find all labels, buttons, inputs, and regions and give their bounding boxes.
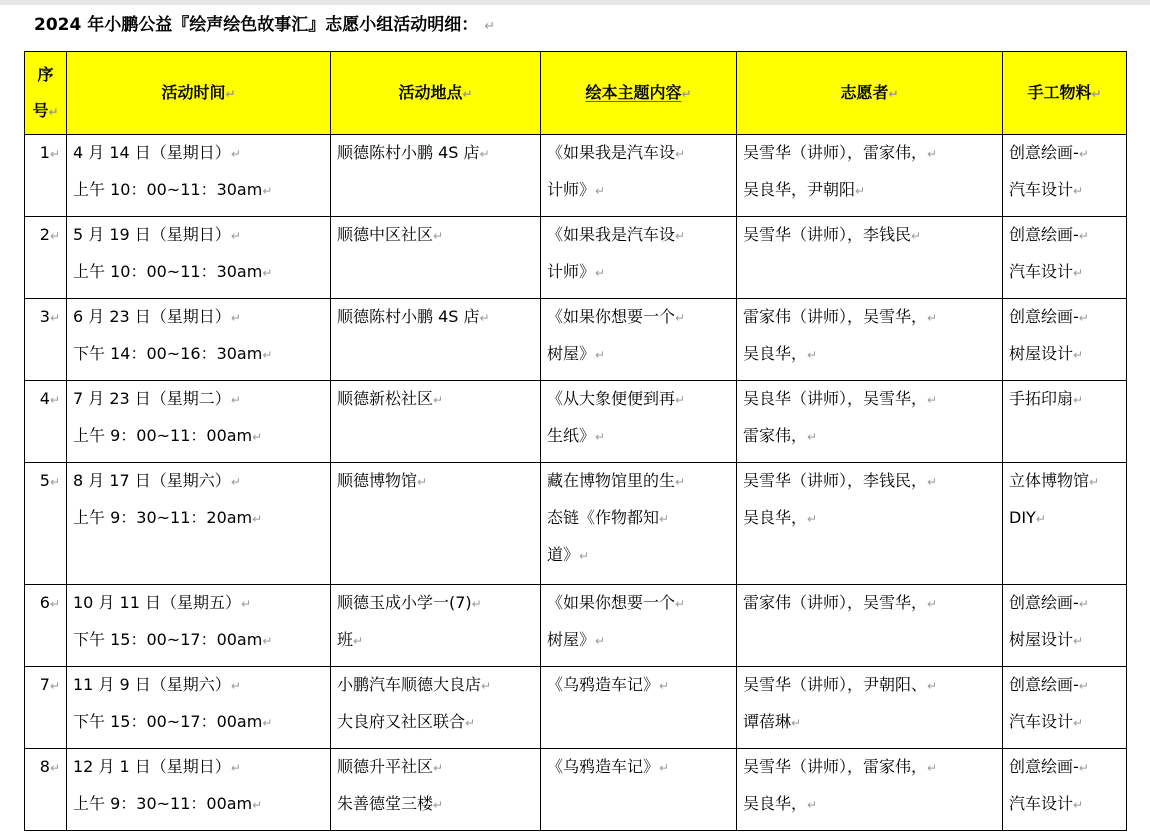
cell-theme (541, 217, 737, 299)
cell-text: 5 月 19 日（星期日） (73, 225, 231, 244)
cell-text: 7 (39, 675, 50, 694)
paragraph-mark: ↵ (595, 348, 606, 362)
cell-materials (1003, 299, 1127, 381)
cell-volunteers (737, 667, 1003, 749)
cell-text: 上午 9：00~11：00am (73, 426, 253, 445)
cell-text: 1 (39, 143, 50, 162)
cell-text: 计师》 (547, 262, 596, 281)
paragraph-mark: ↵ (659, 679, 670, 693)
paragraph-mark: ↵ (262, 716, 273, 730)
cell-text: 大良府又社区联合 (337, 712, 466, 731)
paragraph-mark: ↵ (807, 348, 818, 362)
header-materials: 手工物料↵ (1003, 52, 1127, 135)
paragraph-mark: ↵ (49, 761, 60, 775)
paragraph-mark: ↵ (1073, 184, 1084, 198)
paragraph-mark: ↵ (49, 393, 60, 407)
paragraph-mark: ↵ (49, 597, 60, 611)
paragraph-mark: ↵ (479, 147, 490, 161)
cell-text: 小鹏汽车顺德大良店 (337, 675, 482, 694)
paragraph-mark: ↵ (230, 761, 241, 775)
cell-text: 汽车设计 (1009, 712, 1074, 731)
paragraph-mark: ↵ (807, 430, 818, 444)
cell-location (331, 667, 541, 749)
cell-text: 《如果你想要一个 (547, 593, 676, 612)
cell-time (67, 217, 331, 299)
cell-theme (541, 463, 737, 585)
cell-text: 道》 (547, 545, 580, 564)
cell-text: 12 月 1 日（星期日） (73, 757, 231, 776)
header-time: 活动时间↵ (67, 52, 331, 135)
table-row (25, 463, 1127, 585)
cell-text: 吴雪华（讲师），雷家伟， (743, 143, 928, 162)
cell-text: 吴雪华（讲师），李钱民 (743, 225, 912, 244)
paragraph-mark: ↵ (252, 430, 263, 444)
paragraph-mark: ↵ (471, 597, 482, 611)
cell-text: 10 月 11 日（星期五） (73, 593, 241, 612)
cell-text: 上午 10：00~11：30am (73, 262, 263, 281)
cell-location (331, 135, 541, 217)
paragraph-mark: ↵ (465, 716, 476, 730)
paragraph-mark: ↵ (49, 679, 60, 693)
cell-text: 吴良华（讲师），吴雪华， (743, 389, 928, 408)
cell-no (25, 585, 67, 667)
cell-volunteers (737, 749, 1003, 831)
cell-text: 4 月 14 日（星期日） (73, 143, 231, 162)
cell-materials (1003, 463, 1127, 585)
paragraph-mark: ↵ (353, 634, 364, 648)
cell-theme (541, 749, 737, 831)
cell-volunteers (737, 299, 1003, 381)
cell-text: 顺德陈村小鹏 4S 店 (337, 143, 480, 162)
cell-volunteers (737, 381, 1003, 463)
cell-text: 顺德陈村小鹏 4S 店 (337, 307, 480, 326)
cell-location (331, 463, 541, 585)
cell-text: 下午 15：00~17：00am (73, 630, 263, 649)
document-title-text: 2024 年小鹏公益『绘声绘色故事汇』志愿小组活动明细： (34, 15, 479, 35)
paragraph-mark: ↵ (927, 761, 938, 775)
cell-materials (1003, 585, 1127, 667)
cell-time (67, 667, 331, 749)
paragraph-mark: ↵ (595, 266, 606, 280)
header-row (25, 52, 1127, 135)
cell-text: 8 月 17 日（星期六） (73, 471, 231, 490)
cell-text: 《如果你想要一个 (547, 307, 676, 326)
cell-text: 创意绘画- (1009, 307, 1079, 326)
cell-volunteers (737, 585, 1003, 667)
table-row (25, 585, 1127, 667)
cell-text: 6 月 23 日（星期日） (73, 307, 231, 326)
paragraph-mark: ↵ (675, 393, 686, 407)
paragraph-mark: ↵ (1035, 512, 1046, 526)
paragraph-mark: ↵ (230, 311, 241, 325)
paragraph-mark: ↵ (927, 393, 938, 407)
table-row (25, 667, 1127, 749)
cell-text: 顺德博物馆 (337, 471, 418, 490)
paragraph-mark: ↵ (675, 229, 686, 243)
cell-no (25, 667, 67, 749)
cell-text: 吴良华，尹朝阳 (743, 180, 856, 199)
cell-location (331, 381, 541, 463)
cell-location (331, 217, 541, 299)
cell-text: 态链《作物都知 (547, 508, 660, 527)
paragraph-mark: ↵ (240, 597, 252, 611)
cell-text: 顺德升平社区 (337, 757, 434, 776)
paragraph-mark: ↵ (433, 798, 444, 812)
paragraph-mark: ↵ (1078, 311, 1089, 325)
cell-text: 《如果我是汽车设 (547, 225, 676, 244)
cell-text: 创意绘画- (1009, 757, 1079, 776)
paragraph-mark: ↵ (1073, 716, 1084, 730)
paragraph-mark: ↵ (230, 147, 241, 161)
window-top-edge (0, 0, 1150, 5)
cell-no (25, 135, 67, 217)
paragraph-mark: ↵ (1073, 798, 1084, 812)
paragraph-mark: ↵ (1089, 475, 1100, 489)
cell-text: 汽车设计 (1009, 794, 1074, 813)
cell-text: 生纸》 (547, 426, 596, 445)
cell-no (25, 381, 67, 463)
paragraph-mark: ↵ (262, 348, 273, 362)
header-volunteers: 志愿者↵ (737, 52, 1003, 135)
cell-text: 吴良华， (743, 794, 808, 813)
cell-text: 雷家伟， (743, 426, 808, 445)
cell-text: 《如果我是汽车设 (547, 143, 676, 162)
cell-time (67, 463, 331, 585)
paragraph-mark: ↵ (659, 512, 670, 526)
paragraph-mark: ↵ (433, 761, 444, 775)
cell-time (67, 299, 331, 381)
paragraph-mark: ↵ (1078, 147, 1089, 161)
paragraph-mark: ↵ (49, 229, 60, 243)
table-row (25, 217, 1127, 299)
paragraph-mark: ↵ (1078, 679, 1089, 693)
cell-materials (1003, 135, 1127, 217)
cell-text: 雷家伟（讲师），吴雪华， (743, 593, 928, 612)
cell-text: 吴雪华（讲师），李钱民， (743, 471, 928, 490)
cell-time (67, 381, 331, 463)
cell-text: 创意绘画- (1009, 225, 1079, 244)
cell-text: 朱善德堂三楼 (337, 794, 434, 813)
paragraph-mark: ↵ (433, 229, 444, 243)
cell-text: 8 (39, 757, 50, 776)
paragraph-mark: ↵ (675, 597, 686, 611)
paragraph-mark: ↵ (675, 147, 686, 161)
cell-text: 吴良华， (743, 508, 808, 527)
paragraph-mark: ↵ (807, 798, 818, 812)
table-row (25, 749, 1127, 831)
header-location: 活动地点↵ (331, 52, 541, 135)
activity-table (24, 51, 1127, 831)
cell-text: 树屋》 (547, 344, 596, 363)
paragraph-mark: ↵ (927, 311, 938, 325)
cell-text: 7 月 23 日（星期二） (73, 389, 231, 408)
cell-text: 创意绘画- (1009, 675, 1079, 694)
table-row (25, 299, 1127, 381)
cell-no (25, 749, 67, 831)
cell-text: 手拓印扇 (1009, 389, 1074, 408)
paragraph-mark: ↵ (1078, 597, 1089, 611)
cell-text: 顺德中区社区 (337, 225, 434, 244)
cell-location (331, 585, 541, 667)
paragraph-mark: ↵ (791, 716, 802, 730)
cell-text: 上午 10：00~11：30am (73, 180, 263, 199)
cell-text: 吴雪华（讲师），雷家伟， (743, 757, 928, 776)
paragraph-mark: ↵ (1073, 393, 1084, 407)
paragraph-mark: ↵ (49, 311, 60, 325)
cell-time (67, 749, 331, 831)
paragraph-mark: ↵ (262, 266, 273, 280)
paragraph-mark: ↵ (417, 475, 428, 489)
cell-volunteers (737, 217, 1003, 299)
cell-text: 立体博物馆 (1009, 471, 1090, 490)
cell-theme (541, 381, 737, 463)
cell-theme (541, 299, 737, 381)
cell-text: 上午 9：30~11：20am (73, 508, 253, 527)
cell-text: DIY (1009, 508, 1036, 527)
cell-text: 11 月 9 日（星期六） (73, 675, 231, 694)
cell-text: 树屋》 (547, 630, 596, 649)
cell-text: 顺德玉成小学一(7) (337, 593, 472, 612)
cell-text: 上午 9：30~11：00am (73, 794, 253, 813)
cell-theme (541, 585, 737, 667)
header-theme: 绘本主题内容↵ (541, 52, 737, 135)
paragraph-mark: ↵ (230, 393, 241, 407)
cell-text: 顺德新松社区 (337, 389, 434, 408)
cell-materials (1003, 749, 1127, 831)
cell-materials (1003, 217, 1127, 299)
paragraph-mark: ↵ (230, 229, 241, 243)
cell-theme (541, 135, 737, 217)
cell-text: 《从大象便便到再 (547, 389, 676, 408)
paragraph-mark: ↵ (252, 798, 263, 812)
cell-text: 藏在博物馆里的生 (547, 471, 676, 490)
paragraph-mark: ↵ (1073, 348, 1084, 362)
cell-text: 下午 15：00~17：00am (73, 712, 263, 731)
paragraph-mark: ↵ (1078, 761, 1089, 775)
cell-text: 《乌鸦造车记》 (547, 675, 660, 694)
cell-time (67, 585, 331, 667)
document-title (34, 12, 495, 38)
paragraph-mark: ↵ (252, 512, 263, 526)
paragraph-mark: ↵ (1078, 229, 1089, 243)
paragraph-mark: ↵ (911, 229, 922, 243)
cell-text: 班 (337, 630, 354, 649)
paragraph-mark: ↵ (479, 311, 490, 325)
paragraph-mark: ↵ (230, 679, 241, 693)
paragraph-mark: ↵ (433, 393, 444, 407)
cell-text: 2 (39, 225, 50, 244)
cell-text: 《乌鸦造车记》 (547, 757, 660, 776)
cell-text: 谭蓓琳 (743, 712, 792, 731)
paragraph-mark: ↵ (230, 475, 241, 489)
cell-text: 汽车设计 (1009, 180, 1074, 199)
paragraph-mark: ↵ (481, 679, 492, 693)
paragraph-mark: ↵ (807, 512, 818, 526)
cell-text: 5 (39, 471, 50, 490)
cell-materials (1003, 381, 1127, 463)
cell-text: 6 (39, 593, 50, 612)
paragraph-mark: ↵ (262, 184, 273, 198)
paragraph-mark: ↵ (595, 184, 606, 198)
paragraph-mark: ↵ (927, 679, 938, 693)
paragraph-mark: ↵ (595, 634, 606, 648)
cell-text: 4 (39, 389, 50, 408)
paragraph-mark: ↵ (927, 597, 938, 611)
cell-text: 树屋设计 (1009, 630, 1074, 649)
cell-text: 创意绘画- (1009, 593, 1079, 612)
paragraph-mark: ↵ (927, 475, 938, 489)
cell-location (331, 299, 541, 381)
table-row (25, 135, 1127, 217)
cell-text: 吴良华， (743, 344, 808, 363)
cell-text: 树屋设计 (1009, 344, 1074, 363)
cell-text: 3 (39, 307, 50, 326)
paragraph-mark: ↵ (262, 634, 273, 648)
paragraph-mark: ↵ (659, 761, 670, 775)
paragraph-mark: ↵ (49, 475, 60, 489)
paragraph-mark: ↵ (675, 475, 686, 489)
cell-text: 计师》 (547, 180, 596, 199)
paragraph-mark: ↵ (49, 147, 60, 161)
cell-text: 下午 14：00~16：30am (73, 344, 263, 363)
cell-time (67, 135, 331, 217)
paragraph-mark: ↵ (595, 430, 606, 444)
cell-location (331, 749, 541, 831)
cell-text: 雷家伟（讲师），吴雪华， (743, 307, 928, 326)
table-row (25, 381, 1127, 463)
table-body (25, 135, 1127, 831)
cell-volunteers (737, 463, 1003, 585)
paragraph-mark: ↵ (1073, 634, 1084, 648)
cell-no (25, 299, 67, 381)
cell-materials (1003, 667, 1127, 749)
cell-text: 吴雪华（讲师），尹朝阳、 (743, 675, 928, 694)
cell-text: 汽车设计 (1009, 262, 1074, 281)
cell-theme (541, 667, 737, 749)
cell-no (25, 463, 67, 585)
cell-volunteers (737, 135, 1003, 217)
paragraph-mark: ↵ (855, 184, 866, 198)
cell-text: 创意绘画- (1009, 143, 1079, 162)
paragraph-mark: ↵ (675, 311, 686, 325)
paragraph-mark: ↵ (579, 549, 590, 563)
paragraph-mark: ↵ (1073, 266, 1084, 280)
cell-no (25, 217, 67, 299)
paragraph-mark: ↵ (927, 147, 938, 161)
paragraph-mark: ↵ (484, 19, 496, 34)
header-seq: 序 号↵ (25, 52, 67, 135)
